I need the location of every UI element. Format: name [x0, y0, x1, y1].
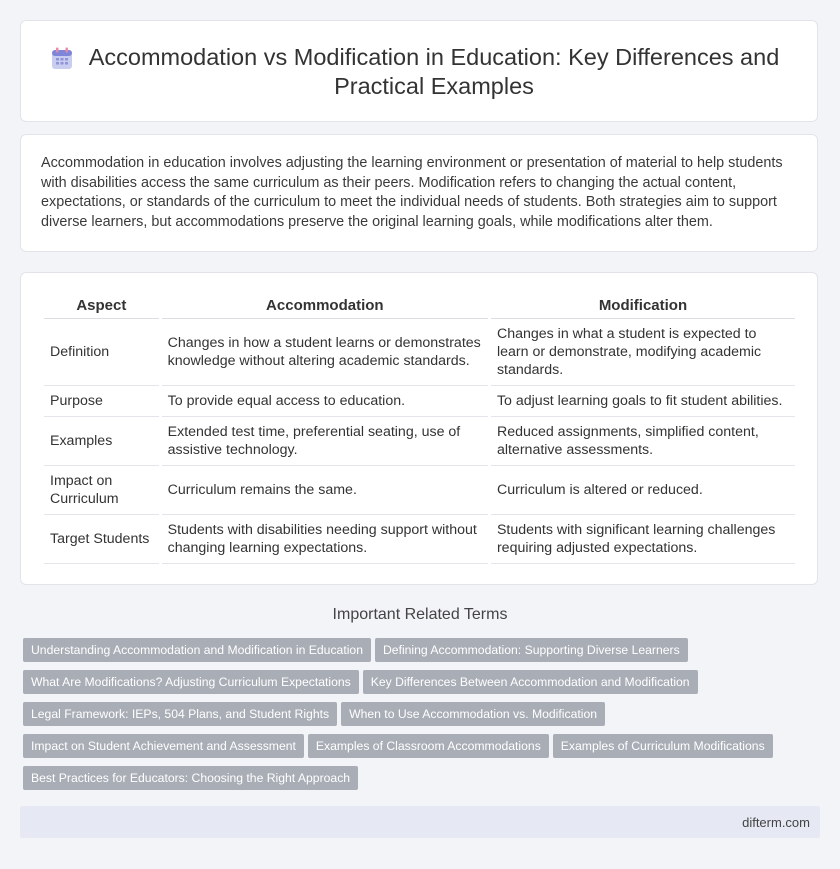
cell-aspect: Impact on Curriculum: [44, 466, 159, 515]
related-term-link[interactable]: What Are Modifications? Adjusting Curriculum Expectations: [23, 670, 359, 694]
table-row: [44, 515, 795, 564]
header-modification: Modification: [491, 291, 795, 319]
related-term-link[interactable]: Defining Accommodation: Supporting Diverse Learners: [375, 638, 688, 662]
cell-modification: Changes in what a student is expected to learn or demonstrate, modifying academic standards.: [491, 319, 795, 386]
cell-modification: Students with significant learning challenges requiring adjusted expectations.: [491, 515, 795, 564]
cell-modification: Reduced assignments, simplified content, alternative assessments.: [491, 417, 795, 466]
related-term-link[interactable]: When to Use Accommodation vs. Modification: [341, 702, 605, 726]
header-aspect: Aspect: [44, 291, 159, 319]
cell-accommodation: Changes in how a student learns or demonstrates knowledge without altering academic standards.: [162, 319, 488, 386]
footer-site-link[interactable]: difterm.com: [742, 815, 810, 830]
cell-aspect: Examples: [44, 417, 159, 466]
header-card: [20, 20, 818, 122]
cell-modification: Curriculum is altered or reduced.: [491, 466, 795, 515]
table-row: [44, 386, 795, 417]
related-term-link[interactable]: Key Differences Between Accommodation and Modification: [363, 670, 698, 694]
intro-card: [20, 134, 818, 252]
related-terms-title: Important Related Terms: [332, 606, 508, 623]
related-terms-list: [23, 638, 803, 798]
cell-accommodation: Curriculum remains the same.: [162, 466, 488, 515]
cell-accommodation: To provide equal access to education.: [162, 386, 488, 417]
calendar-icon: [49, 46, 75, 72]
page-title: Accommodation vs Modification in Education: Key Differences and Practical Examples: [88, 44, 780, 99]
table-header-row: [44, 291, 795, 319]
header-accommodation: Accommodation: [162, 291, 488, 319]
related-term-link[interactable]: Impact on Student Achievement and Assessment: [23, 734, 304, 758]
footer: [20, 806, 820, 838]
table-row: [44, 417, 795, 466]
intro-text: Accommodation in education involves adjusting the learning environment or presentation of material to help students with disabilities access the same curriculum as their peers. Modification refers to changing the actual content, expectations, or standards of the curriculum to meet the individual needs of students. Both strategies aim to support diverse learners, but accommodations preserve the original learning goals, while modifications alter them.: [41, 155, 783, 230]
related-term-link[interactable]: Legal Framework: IEPs, 504 Plans, and Student Rights: [23, 702, 337, 726]
cell-aspect: Purpose: [44, 386, 159, 417]
related-term-link[interactable]: Examples of Curriculum Modifications: [553, 734, 773, 758]
cell-aspect: Definition: [44, 319, 159, 386]
table-row: [44, 466, 795, 515]
cell-aspect: Target Students: [44, 515, 159, 564]
cell-modification: To adjust learning goals to fit student abilities.: [491, 386, 795, 417]
related-term-link[interactable]: Understanding Accommodation and Modification in Education: [23, 638, 371, 662]
table-row: [44, 319, 795, 386]
comparison-card: [20, 272, 818, 585]
cell-accommodation: Students with disabilities needing support without changing learning expectations.: [162, 515, 488, 564]
cell-accommodation: Extended test time, preferential seating, use of assistive technology.: [162, 417, 488, 466]
related-term-link[interactable]: Examples of Classroom Accommodations: [308, 734, 549, 758]
related-term-link[interactable]: Best Practices for Educators: Choosing the Right Approach: [23, 766, 358, 790]
comparison-table: [41, 291, 798, 564]
